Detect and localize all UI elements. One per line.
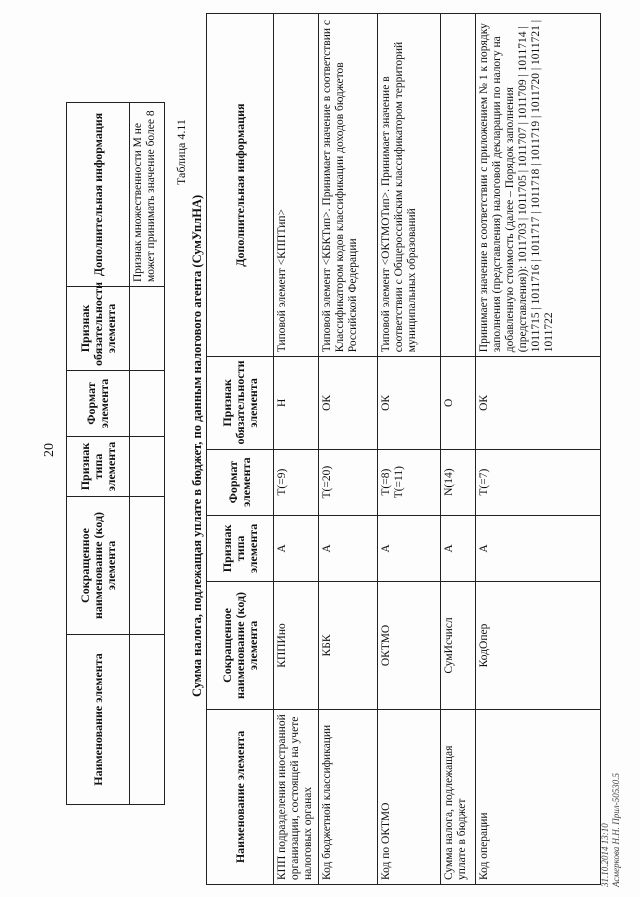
table-cell <box>130 497 165 635</box>
table-cell: А <box>441 515 476 581</box>
table-cell: А <box>378 515 441 581</box>
main-table-header <box>207 14 274 885</box>
table-cell: О <box>441 357 476 449</box>
table-cell: ОК <box>378 357 441 449</box>
table-cell <box>130 635 165 805</box>
page-number: 20 <box>42 443 57 457</box>
table-row <box>319 14 378 885</box>
table-cell: ОК <box>476 357 601 449</box>
header-cell: Формат элемента <box>67 371 130 437</box>
table-row <box>274 14 319 885</box>
table-cell: N(14) <box>441 449 476 515</box>
table-cell: T(=7) <box>476 449 601 515</box>
table-cell <box>130 437 165 497</box>
table-cell: Типовой элемент <КППТип> <box>274 14 319 357</box>
table-cell: А <box>274 515 319 581</box>
table-row <box>130 103 165 805</box>
table-cell: Код бюджетной классификации <box>319 709 378 884</box>
stamp-line: 31.10.2014 13:10 <box>600 823 610 887</box>
print-stamp <box>600 773 622 887</box>
header-cell: Сокращенное наименование (код) элемента <box>67 497 130 635</box>
table-cell: Типовой элемент <ОКТМОТип>. Принимает значение в соответствии с Общероссийским классификатором территорий муниципальных образований <box>378 14 441 357</box>
header-cell: Дополнительная информация <box>207 14 274 357</box>
table-cell: Код операции <box>476 709 601 884</box>
table-cell: Признак множественности М не может принимать значение более 8 <box>130 103 165 287</box>
table-cell: Сумма налога, подлежащая уплате в бюджет <box>441 709 476 884</box>
table-row <box>476 14 601 885</box>
table-cell <box>441 14 476 357</box>
table-cell: T(=9) <box>274 449 319 515</box>
table-cell: ОКТМО <box>378 582 441 710</box>
table-cell: КППИно <box>274 582 319 710</box>
table-cell: КодОпер <box>476 582 601 710</box>
stamp-line: Асмеркова Н.Н. Прил-50530.5 <box>611 773 621 887</box>
table-cell: КПП подразделения иностранной организации, состоящей на учете налоговых органах <box>274 709 319 884</box>
table-cell: Принимает значение в соответствии с приложением № 1 к порядку заполнения (представления) налоговой декларации по налогу на добавленную стоимость (далее – Порядок заполнения (представления)): 1011703 | 1011705 | 1011707 | 1011709 | 1011714 | 1011715 | 1011716 | 1011717 | 1011718 | 1011719 | 1011720 | 1011721 | 1011722 <box>476 14 601 357</box>
table-cell: Типовой элемент <КБКТип>. Принимает значение в соответствии с Классификатором кодов классификации доходов бюджетов Российской Федерации <box>319 14 378 357</box>
header-cell: Сокращенное наименование (код) элемента <box>207 582 274 710</box>
header-cell: Признак типа элемента <box>67 437 130 497</box>
table-cell: Н <box>274 357 319 449</box>
header-cell: Дополнительная информация <box>67 103 130 287</box>
table-row <box>378 14 441 885</box>
header-cell: Формат элемента <box>207 449 274 515</box>
main-table <box>206 13 601 885</box>
table-number-label: Таблица 4.11 <box>174 119 188 185</box>
table-cell: Код по ОКТМО <box>378 709 441 884</box>
table-cell: СумИсчисл <box>441 582 476 710</box>
table-cell: ОК <box>319 357 378 449</box>
top-table <box>66 102 165 805</box>
header-cell: Признак типа элемента <box>207 515 274 581</box>
table-cell: А <box>319 515 378 581</box>
header-cell: Наименование элемента <box>67 635 130 805</box>
header-cell: Наименование элемента <box>207 709 274 884</box>
table-row <box>441 14 476 885</box>
section-title: Сумма налога, подлежащая уплате в бюджет, по данным налогового агента (СумУплНА) <box>190 194 204 697</box>
header-cell: Признак обязательности элемента <box>207 357 274 449</box>
table-cell <box>130 287 165 371</box>
table-cell: T(=8) T(=11) <box>378 449 441 515</box>
header-cell: Признак обязательности элемента <box>67 287 130 371</box>
table-cell: T(=20) <box>319 449 378 515</box>
top-table-header <box>67 103 130 805</box>
table-cell: КБК <box>319 582 378 710</box>
table-cell: А <box>476 515 601 581</box>
table-cell <box>130 371 165 437</box>
